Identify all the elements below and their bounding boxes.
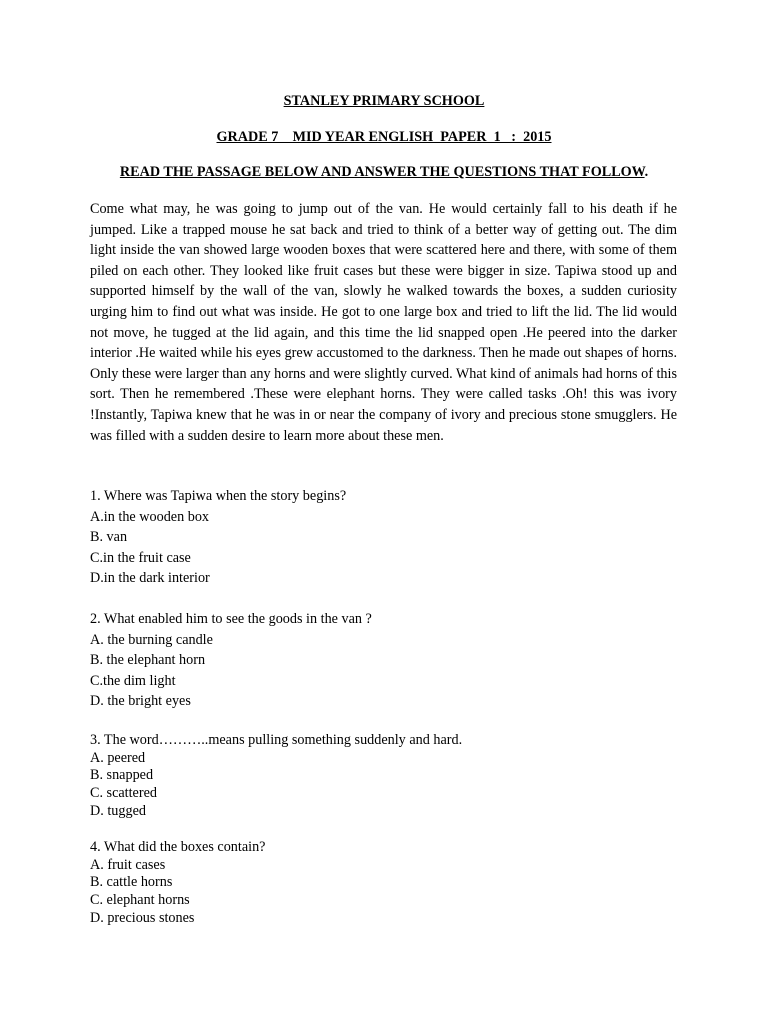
question-4-option-c: C. elephant horns [90, 892, 190, 909]
school-title: STANLEY PRIMARY SCHOOL [283, 93, 485, 109]
question-3 [90, 732, 690, 820]
question-2-text: 2. What enabled him to see the goods in the van ? [90, 611, 372, 627]
instruction-text: READ THE PASSAGE BELOW AND ANSWER THE QUESTIONS THAT FOLLOW [119, 164, 645, 180]
question-1-option-b: B. van [90, 529, 128, 546]
question-1-option-a: A.in the wooden box [90, 508, 210, 525]
question-2 [90, 609, 690, 712]
question-4-option-b: B. cattle horns [90, 874, 173, 891]
question-2-option-d: D. the bright eyes [90, 693, 191, 710]
question-1 [90, 486, 690, 589]
question-4-option-a: A. fruit cases [90, 856, 166, 873]
question-1-text: 1. Where was Tapiwa when the story begins? [90, 488, 347, 504]
question-2-option-a: A. the burning candle [90, 631, 213, 648]
reading-passage: Come what may, he was going to jump out of the van. He would certainly fall to his death if he jumped. Like a trapped mouse he sat back and tried to think of a better way of getting out. The dim light inside the van showed large wooden boxes that were scattered here and there, with some of them piled on each other. They looked like fruit cases but these were bigger in size. Tapiwa stood up and supported himself by the wall of the van, slowly he walked towards the boxes, a sudden curiosity urging him to find out what was inside. He got to one large box and tried to lift the lid. The lid would not move, he tugged at the lid again, and this time the lid snapped open .He peered into the darker interior .He waited while his eyes grew accustomed to the darkness. Then he made out shapes of horns. Only these were larger than any horns and were slightly curved. What kind of animals had horns of this sort. Then he remembered .These were elephant horns. They were called tasks .Oh! this was ivory !Instantly, Tapiwa knew that he was in or near the company of ivory and precious stone smugglers. He was filled with a sudden desire to learn more about these men. [90, 201, 677, 444]
question-2-option-c: C.the dim light [90, 672, 176, 689]
question-3-option-a: A. peered [90, 749, 146, 766]
question-3-option-d: D. tugged [90, 802, 146, 819]
question-1-option-d: D.in the dark interior [90, 570, 210, 587]
question-3-text: 3. The word………..means pulling something suddenly and hard. [90, 732, 463, 748]
question-3-option-b: B. snapped [90, 767, 154, 784]
question-2-option-b: B. the elephant horn [90, 652, 206, 669]
question-4-option-d: D. precious stones [90, 909, 195, 926]
question-4-text: 4. What did the boxes contain? [90, 839, 266, 855]
paper-title: GRADE 7 MID YEAR ENGLISH PAPER 1 : 2015 [216, 129, 552, 145]
question-3-option-c: C. scattered [90, 785, 157, 802]
question-4 [90, 839, 690, 927]
instruction-heading: READ THE PASSAGE BELOW AND ANSWER THE QUESTIONS THAT FOLLOW. [119, 164, 649, 180]
question-1-option-c: C.in the fruit case [90, 549, 191, 566]
